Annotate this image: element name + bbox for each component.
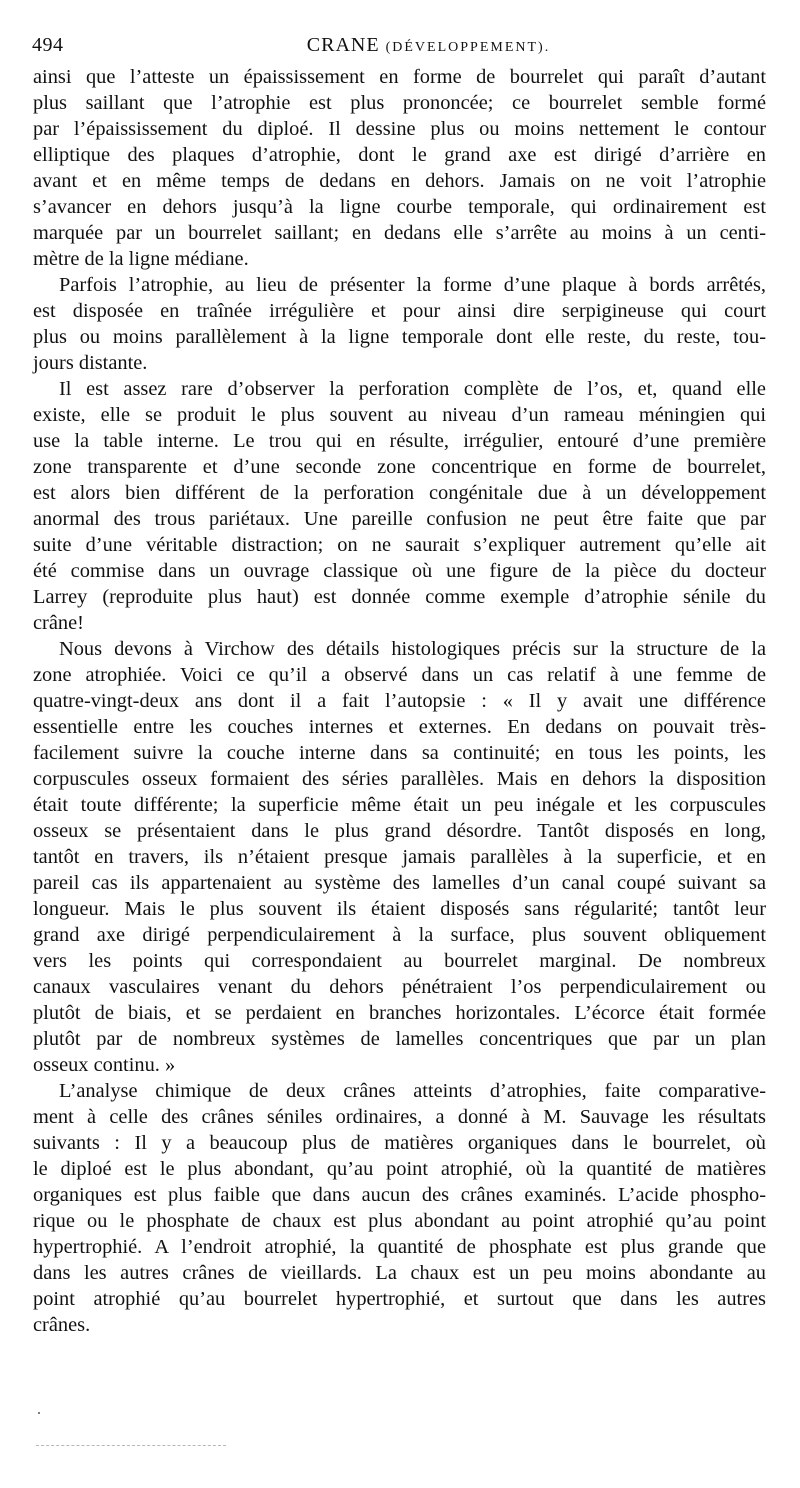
text-line: plus ou moins parallèlement à la ligne temporale dont elle reste, du reste, tou- <box>33 326 766 348</box>
text-line: pareil cas ils appartenaient au système des lamelles d’un canal coupé suivant sa <box>33 872 766 894</box>
text-line: était toute différente; la superficie même était un peu inégale et les corpuscules <box>33 794 766 816</box>
text-line: par l’épaississement du diploé. Il dessine plus ou moins nettement le contour <box>33 118 766 140</box>
text-line: hypertrophié. A l’endroit atrophié, la quantité de phosphate est plus grande que <box>33 1236 766 1258</box>
text-line: canaux vasculaires venant du dehors pénétraient l’os perpendiculairement ou <box>33 976 766 998</box>
print-speck <box>38 1412 40 1414</box>
running-head <box>32 33 767 57</box>
text-line: existe, elle se produit le plus souvent au niveau d’un rameau méningien qui <box>33 404 766 426</box>
text-line: été commise dans un ouvrage classique où une figure de la pièce du docteur <box>33 560 766 582</box>
text-line: le diploé est le plus abondant, qu’au point atrophié, où la quantité de matières <box>33 1158 766 1180</box>
text-line: suivants : Il y a beaucoup plus de matières organiques dans le bourrelet, où <box>33 1132 766 1154</box>
text-line: est alors bien différent de la perforation congénitale due à un développement <box>33 482 766 504</box>
text-line: est disposée en traînée irrégulière et pour ainsi dire serpigineuse qui court <box>33 300 766 322</box>
text-line: jours distante. <box>33 352 148 374</box>
text-line: facilement suivre la couche interne dans sa continuité; en tous les points, les <box>33 742 766 764</box>
text-line: s’avancer en dehors jusqu’à la ligne courbe temporale, qui ordinairement est <box>33 196 766 218</box>
text-line: longueur. Mais le plus souvent ils étaient disposés sans régularité; tantôt leur <box>33 898 766 920</box>
body-text <box>33 64 766 1338</box>
text-line: use la table interne. Le trou qui en résulte, irrégulier, entouré d’une première <box>33 430 766 452</box>
text-line: essentielle entre les couches internes et externes. En dedans on pouvait très- <box>33 716 766 738</box>
text-line: elliptique des plaques d’atrophie, dont le grand axe est dirigé d’arrière en <box>33 144 766 166</box>
text-line: crânes. <box>33 1314 91 1336</box>
text-line: zone atrophiée. Voici ce qu’il a observé dans un cas relatif à une femme de <box>33 664 766 686</box>
text-line: zone transparente et d’une seconde zone concentrique en forme de bourrelet, <box>33 456 766 478</box>
text-line: quatre-vingt-deux ans dont il a fait l’autopsie : « Il y avait une différence <box>33 690 766 712</box>
text-line: dans les autres crânes de vieillards. La chaux est un peu moins abondante au <box>33 1262 766 1284</box>
text-line: plutôt de biais, et se perdaient en branches horizontales. L’écorce était formée <box>33 1002 766 1024</box>
text-line: plus saillant que l’atrophie est plus prononcée; ce bourrelet semble formé <box>33 92 766 114</box>
page-number: 494 <box>32 34 64 56</box>
text-line: rique ou le phosphate de chaux est plus abondant au point atrophié qu’au point <box>33 1210 766 1232</box>
text-line: osseux continu. » <box>33 1054 176 1076</box>
text-line: crâne! <box>33 612 84 634</box>
text-line: plutôt par de nombreux systèmes de lamelles concentriques que par un plan <box>33 1028 766 1050</box>
text-line: Parfois l’atrophie, au lieu de présenter la forme d’une plaque à bords arrêtés, <box>59 274 766 296</box>
text-line: ment à celle des crânes séniles ordinaires, a donné à M. Sauvage les résultats <box>33 1106 766 1128</box>
text-line: Il est assez rare d’observer la perforation complète de l’os, et, quand elle <box>59 378 766 400</box>
text-line: avant et en même temps de dedans en dehors. Jamais on ne voit l’atrophie <box>33 170 766 192</box>
text-line: organiques est plus faible que dans aucun des crânes examinés. L’acide phospho- <box>33 1184 766 1206</box>
text-line: vers les points qui correspondaient au bourrelet marginal. De nombreux <box>33 950 766 972</box>
text-line: corpuscules osseux formaient des séries parallèles. Mais en dehors la disposition <box>33 768 766 790</box>
text-line: Nous devons à Virchow des détails histologiques précis sur la structure de la <box>59 638 766 660</box>
running-title-main: CRANE <box>306 34 380 56</box>
text-line: L’analyse chimique de deux crânes atteints d’atrophies, faite comparative- <box>59 1080 766 1102</box>
text-line: anormal des trous pariétaux. Une pareille confusion ne peut être faite que par <box>33 508 766 530</box>
running-title <box>32 33 767 60</box>
running-title-sub: (DÉVELOPPEMENT). <box>385 40 551 55</box>
text-line: marquée par un bourrelet saillant; en dedans elle s’arrête au moins à un centi- <box>33 222 766 244</box>
text-line: ainsi que l’atteste un épaississement en forme de bourrelet qui paraît d’autant <box>33 66 766 88</box>
text-line: grand axe dirigé perpendiculairement à la surface, plus souvent obliquement <box>33 924 766 946</box>
text-line: tantôt en travers, ils n’étaient presque jamais parallèles à la superficie, et en <box>33 846 766 868</box>
footnote-rule <box>36 1445 226 1446</box>
text-line: suite d’une véritable distraction; on ne saurait s’expliquer autrement qu’elle ait <box>33 534 766 556</box>
text-line: osseux se présentaient dans le plus grand désordre. Tantôt disposés en long, <box>33 820 766 842</box>
text-line: Larrey (reproduite plus haut) est donnée comme exemple d’atrophie sénile du <box>33 586 766 608</box>
text-line: mètre de la ligne médiane. <box>33 248 249 270</box>
text-line: point atrophié qu’au bourrelet hypertrophié, et surtout que dans les autres <box>33 1288 766 1310</box>
